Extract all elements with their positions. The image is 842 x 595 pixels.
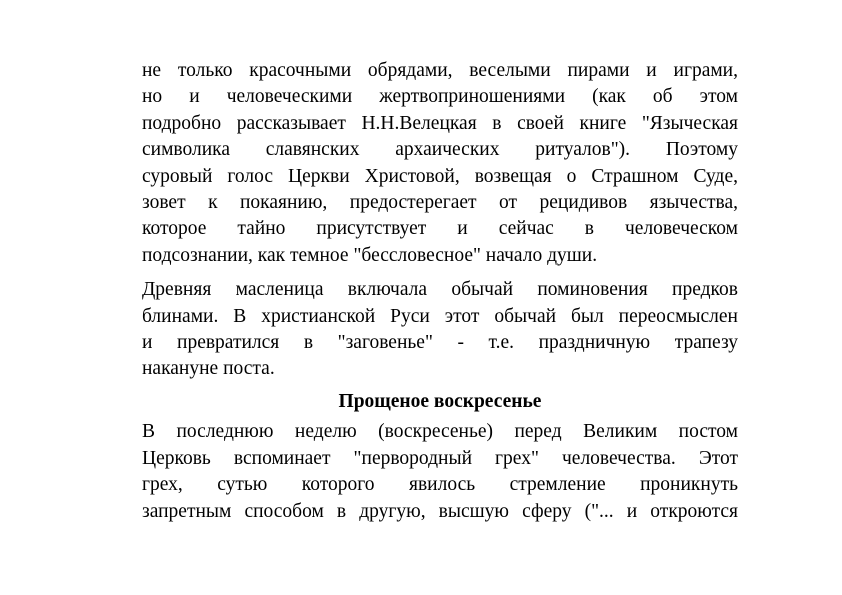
paragraph-line: грех, сутью которого явилось стремление проникнуть <box>142 474 738 496</box>
paragraph-line: подробно рассказывает Н.Н.Велецкая в своей книге "Языческая <box>142 112 738 134</box>
document-body <box>142 58 738 525</box>
paragraph-line: зовет к покаянию, предостерегает от рецидивов язычества, <box>142 192 738 214</box>
paragraph-line: подсознании, как темное "бессловесное" начало души. <box>142 244 598 266</box>
paragraph-line: не только красочными обрядами, веселыми пирами и играми, <box>142 60 738 81</box>
paragraph-1 <box>142 58 738 269</box>
paragraph-line: которое тайно присутствует и сейчас в человеческом <box>142 218 738 240</box>
paragraph-line: суровый голос Церкви Христовой, возвещая о Страшном Суде, <box>142 165 738 187</box>
paragraph-2 <box>142 277 738 383</box>
section-heading: Прощеное воскресенье <box>338 390 542 412</box>
paragraph-line: накануне поста. <box>142 358 275 380</box>
paragraph-line: Древняя масленица включала обычай поминовения предков <box>142 279 738 301</box>
paragraph-line: но и человеческими жертвоприношениями (как об этом <box>142 86 738 108</box>
paragraph-line: Церковь вспоминает "первородный грех" человечества. Этот <box>142 447 738 469</box>
paragraph-line: В последнюю неделю (воскресенье) перед Великим постом <box>142 421 738 443</box>
paragraph-3 <box>142 419 738 525</box>
paragraph-line: и превратился в "заговенье" - т.е. праздничную трапезу <box>142 332 738 354</box>
paragraph-line: запретным способом в другую, высшую сферу ("... и откроются <box>142 500 738 522</box>
paragraph-line: блинами. В христианской Руси этот обычай был переосмыслен <box>142 305 738 327</box>
paragraph-line: символика славянских архаических ритуалов"). Поэтому <box>142 139 738 161</box>
